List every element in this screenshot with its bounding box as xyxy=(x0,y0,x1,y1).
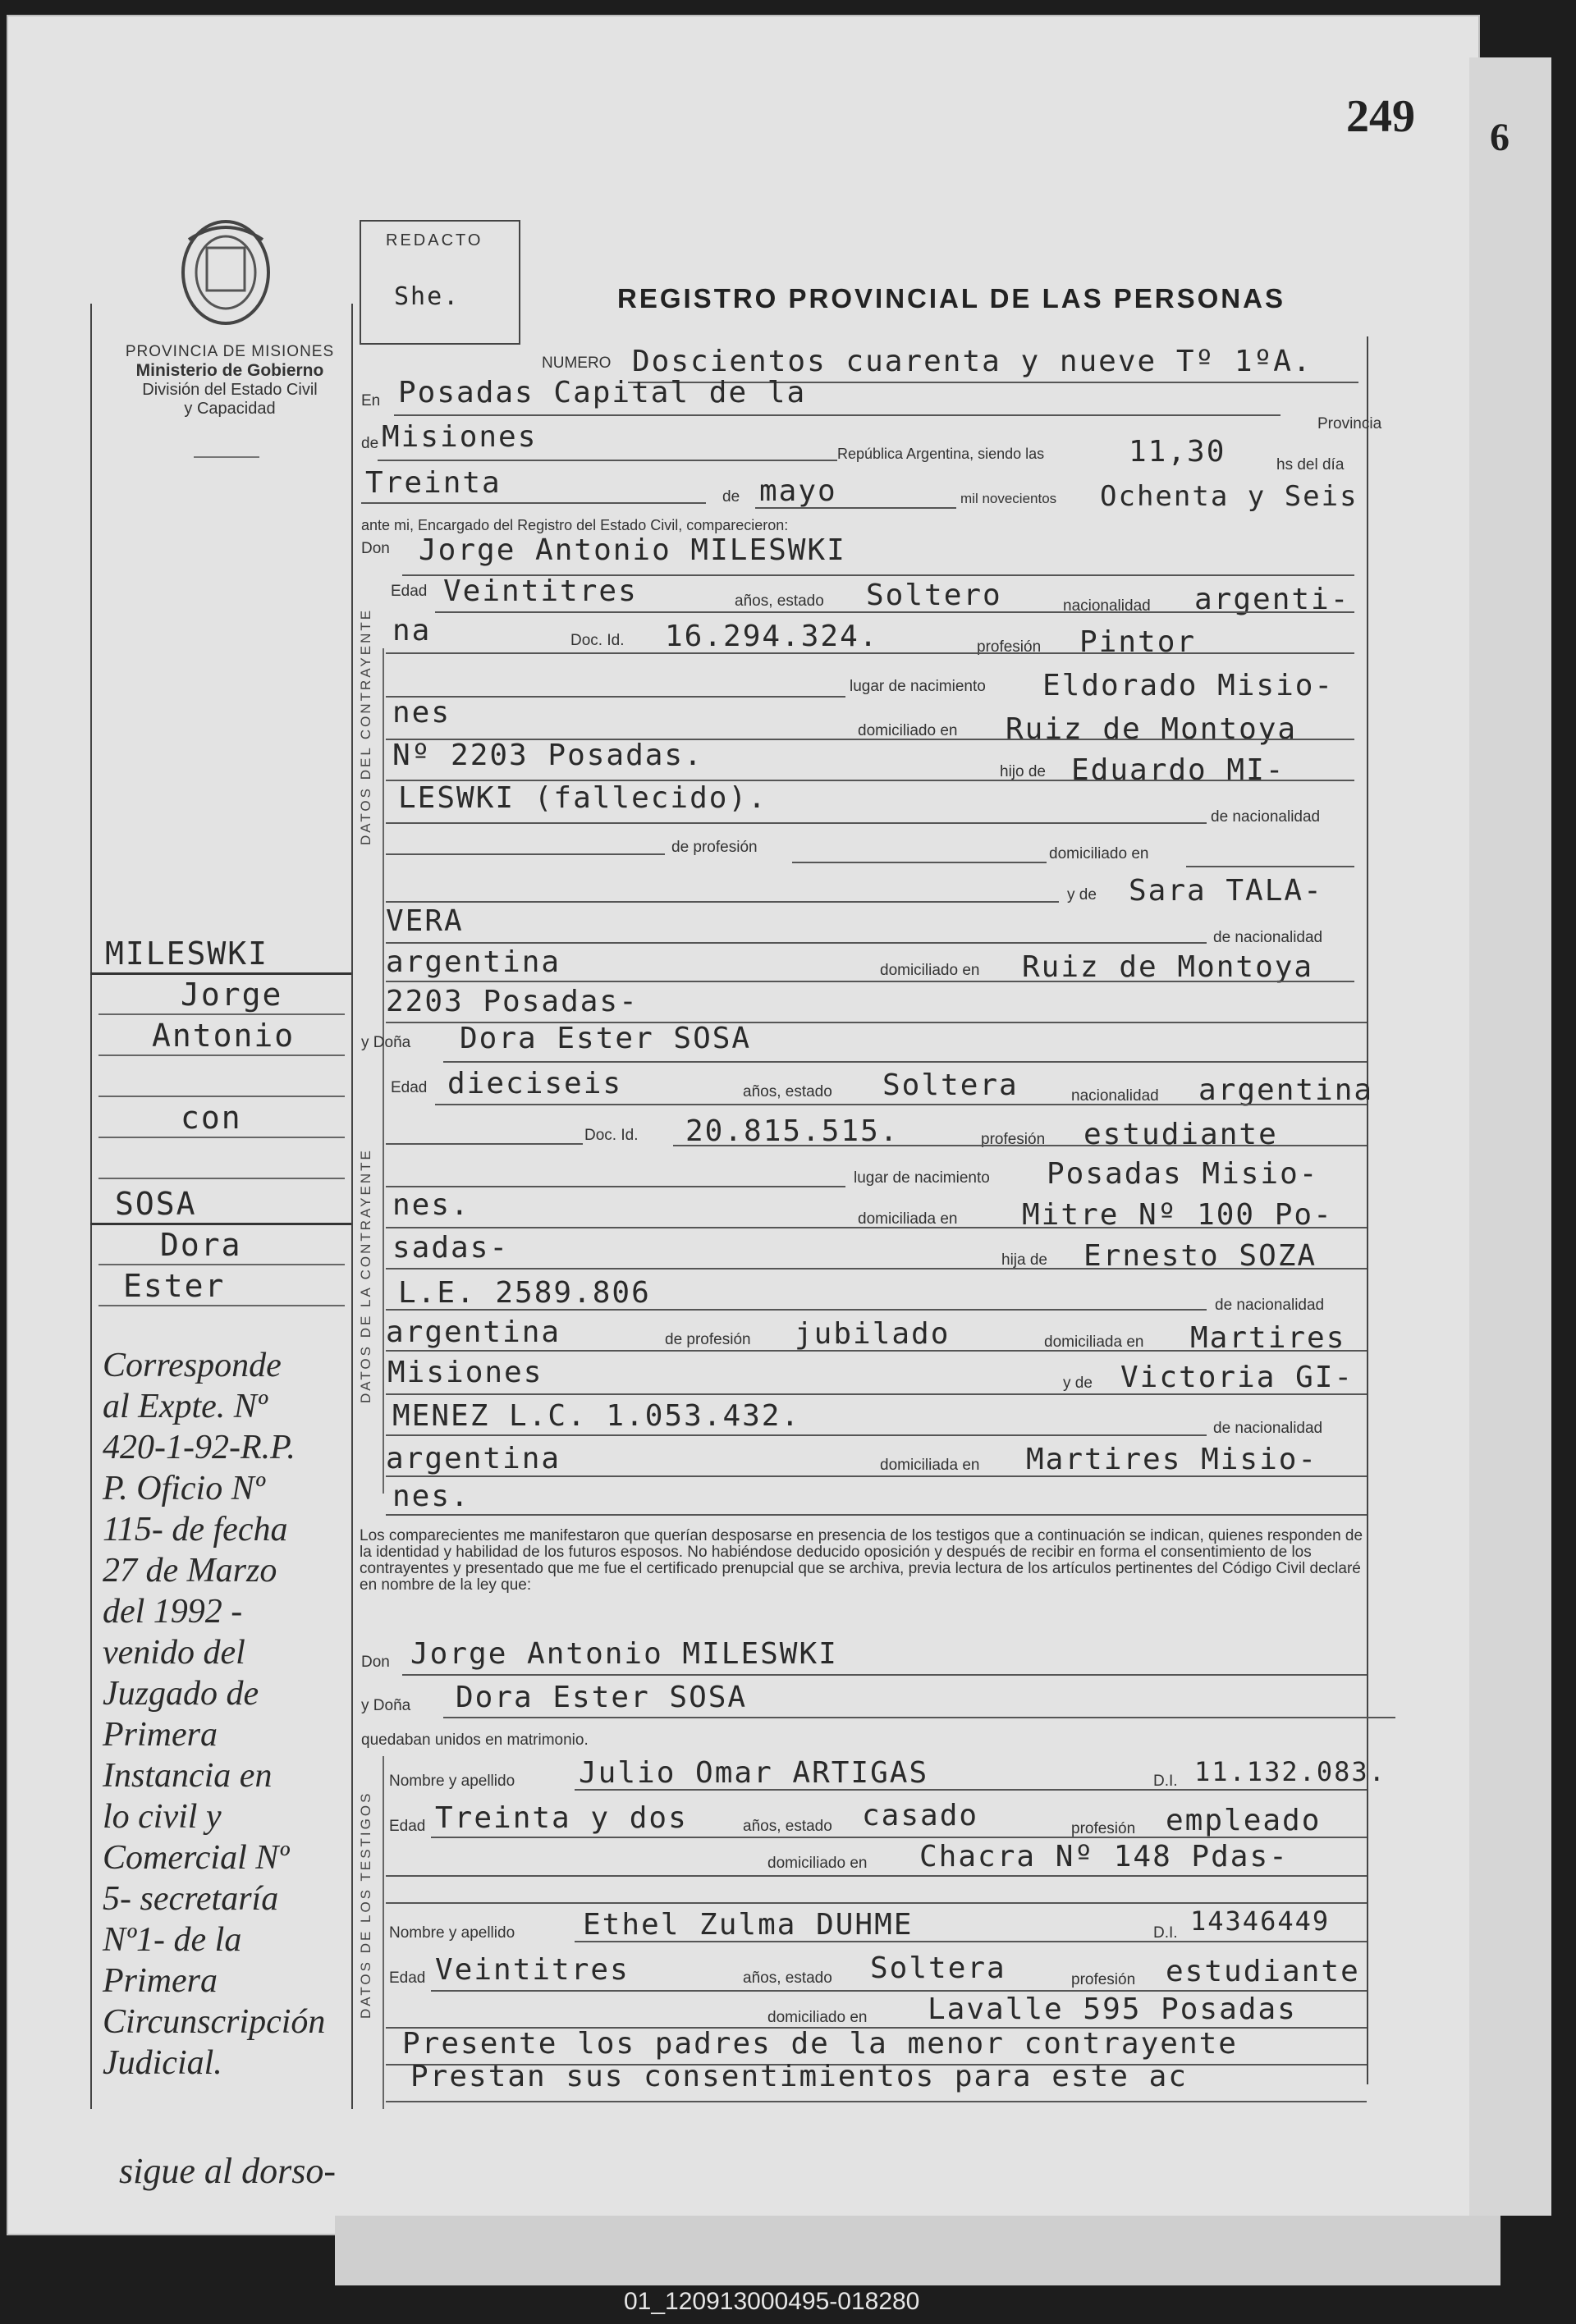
field-line xyxy=(443,1717,1395,1718)
margin-surname-groom: MILESWKI xyxy=(105,936,269,972)
next-page-number: 6 xyxy=(1490,116,1510,159)
label-edad: Edad xyxy=(389,1969,426,1987)
field-line xyxy=(386,1350,1367,1352)
label-domiciliada: domiciliada en xyxy=(1044,1334,1144,1351)
margin-line xyxy=(98,1054,345,1056)
margin-note-line: al Expte. Nº xyxy=(103,1388,268,1425)
field-line xyxy=(361,502,706,504)
field-line xyxy=(386,901,1059,903)
label-hijo-de: hijo de xyxy=(1000,763,1046,780)
label-don: Don xyxy=(361,540,390,557)
label-ante-mi: ante mi, Encargado del Registro del Estado Civil, comparecieron: xyxy=(361,517,789,533)
field-dia: Treinta xyxy=(365,466,502,500)
field-line xyxy=(443,1061,1367,1063)
label-quedaban: quedaban unidos en matrimonio. xyxy=(361,1732,589,1749)
label-edad: Edad xyxy=(391,1079,428,1096)
field-line xyxy=(386,1393,1367,1395)
margin-note-line: Circunscripción xyxy=(103,2003,326,2041)
label-de: de xyxy=(361,435,379,452)
label-y-de: y de xyxy=(1067,886,1097,904)
field-madre-dom: Martires Misio- xyxy=(1026,1443,1318,1476)
field-contrayente-nombre: Jorge Antonio MILESWKI xyxy=(419,533,846,567)
field-testigo1-edad: Treinta y dos xyxy=(435,1801,688,1835)
field-line xyxy=(386,696,845,698)
label-de-nacionalidad: de nacionalidad xyxy=(1213,929,1323,946)
margin-rule xyxy=(351,304,353,2109)
field-domicilio: Mitre Nº 100 Po- xyxy=(1022,1198,1333,1232)
field-padre: Ernesto SOZA xyxy=(1084,1239,1317,1273)
field-madre: Sara TALA- xyxy=(1129,874,1323,908)
margin-surname-bride: SOSA xyxy=(115,1186,197,1222)
field-nota-2: Prestan sus consentimientos para este ac xyxy=(410,2060,1188,2093)
label-nombre-apellido: Nombre y apellido xyxy=(389,1773,515,1790)
field-madre-nac: argentina xyxy=(386,945,561,979)
field-line xyxy=(386,1434,1207,1436)
field-nacionalidad: argenti- xyxy=(1194,583,1350,616)
underlying-page-edge xyxy=(1469,57,1551,2216)
label-y-dona: y Doña xyxy=(361,1697,411,1714)
margin-con: con xyxy=(181,1100,242,1136)
field-nota-1: Presente los padres de la menor contrayente xyxy=(402,2027,1238,2061)
field-madre: Victoria GI- xyxy=(1120,1361,1354,1394)
field-testigo2-estado: Soltera xyxy=(870,1951,1006,1985)
side-label-contrayenta: DATOS DE LA CONTRAYENTE xyxy=(358,1148,373,1403)
label-profesion: profesión xyxy=(1071,1820,1136,1837)
folio-number: 249 xyxy=(1346,91,1415,142)
field-edad: dieciseis xyxy=(447,1067,623,1100)
label-domiciliado: domiciliado en xyxy=(767,2009,868,2026)
field-profesion: Pintor xyxy=(1079,625,1197,659)
label-de: de xyxy=(722,488,740,506)
field-madre-nac: argentina xyxy=(386,1442,561,1475)
field-estado: Soltera xyxy=(882,1068,1019,1102)
field-line xyxy=(386,1475,1367,1477)
field-testigo2-di: 14346449 xyxy=(1190,1905,1331,1937)
field-lugar-nac-cont: nes. xyxy=(392,1188,470,1222)
field-domicilio: Ruiz de Montoya xyxy=(1006,712,1298,746)
field-hora: 11,30 xyxy=(1129,435,1226,469)
label-republica: República Argentina, siendo las xyxy=(837,446,1045,462)
label-nombre-apellido: Nombre y apellido xyxy=(389,1924,515,1942)
section-rule xyxy=(383,648,384,1494)
field-line xyxy=(386,942,1207,944)
margin-note-line: Primera xyxy=(103,1716,218,1754)
label-domiciliada: domiciliada en xyxy=(858,1210,958,1228)
field-doc: 20.815.515. xyxy=(685,1114,900,1148)
field-estado: Soltero xyxy=(866,579,1002,612)
field-padre-nac: argentina xyxy=(386,1315,561,1349)
label-hija-de: hija de xyxy=(1001,1251,1047,1269)
coat-of-arms-icon xyxy=(172,215,279,330)
divider xyxy=(194,456,259,458)
field-madre-dom-cont: 2203 Posadas- xyxy=(386,985,639,1018)
field-testigo2-nombre: Ethel Zulma DUHME xyxy=(583,1908,914,1942)
margin-note-line: 115- de fecha xyxy=(103,1511,288,1549)
label-de-nacionalidad: de nacionalidad xyxy=(1215,1297,1325,1314)
label-y-dona: y Doña xyxy=(361,1034,411,1051)
margin-note-line: Instancia en xyxy=(103,1757,273,1795)
field-line xyxy=(386,1268,1367,1270)
margin-note-line: venido del xyxy=(103,1634,245,1672)
field-line xyxy=(386,1514,1367,1516)
field-line xyxy=(386,652,1354,654)
field-testigo2-edad: Veintitres xyxy=(435,1953,630,1987)
margin-note xyxy=(103,1346,349,2084)
field-line xyxy=(435,611,1354,613)
label-doc-id: Doc. Id. xyxy=(584,1127,639,1144)
office-line: Ministerio de Gobierno xyxy=(135,361,324,380)
margin-divider xyxy=(90,1223,351,1225)
field-line xyxy=(673,1145,1367,1146)
label-anos-estado: años, estado xyxy=(743,1818,832,1835)
margin-line xyxy=(98,1178,345,1179)
side-label-testigos: DATOS DE LOS TESTIGOS xyxy=(358,1791,373,2019)
continues-overleaf-note: sigue al dorso- xyxy=(119,2151,336,2191)
field-line xyxy=(386,2101,1367,2102)
field-line xyxy=(386,1143,583,1145)
field-line xyxy=(402,1674,1367,1676)
field-domicilio-cont: Nº 2203 Posadas. xyxy=(392,739,703,772)
field-union-dona: Dora Ester SOSA xyxy=(456,1681,748,1714)
field-lugar: Posadas Capital de la xyxy=(398,376,807,409)
field-nacionalidad-cont: na xyxy=(392,614,432,647)
field-madre-cont: VERA xyxy=(386,904,464,938)
margin-name-groom: Jorge xyxy=(181,977,283,1013)
field-domicilio-cont: sadas- xyxy=(392,1231,510,1265)
label-lugar-nac: lugar de nacimiento xyxy=(854,1169,990,1187)
field-madre-cont: MENEZ L.C. 1.053.432. xyxy=(392,1399,801,1433)
field-padre-doc: L.E. 2589.806 xyxy=(398,1276,651,1310)
margin-note-line: 5- secretaría xyxy=(103,1880,279,1918)
stamp-label: REDACTO xyxy=(386,231,483,249)
field-testigo2-domicilio: Lavalle 595 Posadas xyxy=(928,1992,1297,2026)
label-di: D.I. xyxy=(1153,1924,1178,1942)
field-union-don: Jorge Antonio MILESWKI xyxy=(410,1637,838,1671)
label-doc-id: Doc. Id. xyxy=(570,632,625,649)
field-padre-dom-cont: Misiones xyxy=(387,1356,543,1389)
office-line: PROVINCIA DE MISIONES xyxy=(125,343,335,360)
office-line: y Capacidad xyxy=(184,400,276,418)
bottom-page-edge xyxy=(335,2216,1500,2285)
label-domiciliado: domiciliado en xyxy=(767,1855,868,1872)
field-line xyxy=(792,862,1047,863)
field-line xyxy=(378,460,837,461)
field-profesion: estudiante xyxy=(1084,1118,1278,1151)
label-domiciliado: domiciliado en xyxy=(1049,845,1149,862)
margin-line xyxy=(98,1305,345,1306)
field-testigo1-estado: casado xyxy=(862,1799,979,1832)
field-numero: Doscientos cuarenta y nueve Tº 1ºA. xyxy=(632,345,1313,378)
label-profesion: profesión xyxy=(1071,1971,1136,1988)
field-testigo2-profesion: estudiante xyxy=(1166,1955,1360,1988)
margin-line xyxy=(98,1096,345,1097)
field-lugar-nac-cont: nes xyxy=(392,696,451,730)
field-testigo1-nombre: Julio Omar ARTIGAS xyxy=(579,1756,929,1790)
field-line xyxy=(755,507,956,509)
label-hs-del-dia: hs del día xyxy=(1276,456,1345,473)
field-madre-dom: Ruiz de Montoya xyxy=(1022,950,1314,984)
page-title: REGISTRO PROVINCIAL DE LAS PERSONAS xyxy=(617,283,1285,313)
field-line xyxy=(386,981,1354,982)
label-en: En xyxy=(361,392,381,409)
label-domiciliada: domiciliada en xyxy=(880,1457,980,1474)
label-domiciliado: domiciliado en xyxy=(880,962,980,979)
label-de-nacionalidad: de nacionalidad xyxy=(1211,808,1321,826)
field-line xyxy=(575,1789,1367,1791)
office-line: División del Estado Civil xyxy=(142,381,318,399)
field-lugar-nac: Eldorado Misio- xyxy=(1042,669,1335,702)
margin-note-line: Judicial. xyxy=(103,2044,222,2082)
margin-note-line: Comercial Nº xyxy=(103,1839,290,1877)
label-de-nacionalidad: de nacionalidad xyxy=(1213,1420,1323,1437)
label-de-profesion: de profesión xyxy=(671,839,758,856)
form-right-rule xyxy=(1367,336,1368,2084)
label-don: Don xyxy=(361,1654,390,1671)
field-line xyxy=(386,1902,1367,1904)
margin-line xyxy=(98,1264,345,1265)
field-line xyxy=(386,853,665,855)
field-line xyxy=(386,1186,845,1187)
side-label-contrayente: DATOS DEL CONTRAYENTE xyxy=(358,607,373,845)
label-lugar-nac: lugar de nacimiento xyxy=(850,678,986,695)
label-domiciliado: domiciliado en xyxy=(858,722,958,739)
label-anos-estado: años, estado xyxy=(743,1083,832,1100)
margin-note-line: Corresponde xyxy=(103,1347,282,1384)
field-line xyxy=(386,822,1207,824)
field-testigo1-profesion: empleado xyxy=(1166,1804,1322,1837)
label-provincia: Provincia xyxy=(1317,415,1382,432)
margin-note-line: Juzgado de xyxy=(103,1675,259,1713)
field-padre-prof: jubilado xyxy=(795,1317,951,1351)
field-madre-dom-cont: nes. xyxy=(392,1480,470,1513)
margin-name-bride: Ester xyxy=(123,1268,226,1304)
label-nacionalidad: nacionalidad xyxy=(1063,597,1151,615)
field-provincia: Misiones xyxy=(382,420,538,454)
field-padre-dom: Martires xyxy=(1190,1321,1346,1355)
field-anio: Ochenta y Seis xyxy=(1100,480,1358,513)
label-anos-estado: años, estado xyxy=(743,1969,832,1987)
section-rule xyxy=(383,1756,384,2109)
field-nacionalidad: argentina xyxy=(1198,1073,1374,1107)
field-line xyxy=(435,1104,1367,1105)
field-testigo1-di: 11.132.083. xyxy=(1194,1756,1386,1787)
field-padre-cont: LESWKI (fallecido). xyxy=(398,781,767,815)
field-contrayenta-nombre: Dora Ester SOSA xyxy=(460,1022,752,1055)
label-profesion: profesión xyxy=(977,638,1042,656)
margin-line xyxy=(98,1013,345,1015)
margin-divider xyxy=(90,972,351,975)
stamp-initials: She. xyxy=(394,282,460,311)
field-line xyxy=(1186,866,1354,867)
field-line xyxy=(431,1990,1367,1992)
field-line xyxy=(431,1837,1367,1838)
label-di: D.I. xyxy=(1153,1773,1178,1790)
margin-note-line: del 1992 - xyxy=(103,1593,243,1631)
margin-name-bride: Dora xyxy=(160,1227,242,1263)
margin-note-line: Primera xyxy=(103,1962,218,2000)
margin-note-line: 27 de Marzo xyxy=(103,1552,277,1590)
label-y-de: y de xyxy=(1063,1375,1093,1392)
field-mes: mayo xyxy=(759,474,837,508)
field-line xyxy=(386,1875,1367,1877)
image-id-label: 01_120913000495-018280 xyxy=(624,2288,920,2315)
redacto-stamp xyxy=(360,220,520,345)
margin-note-line: P. Oficio Nº xyxy=(103,1470,265,1507)
margin-note-line: lo civil y xyxy=(103,1798,222,1836)
margin-rule xyxy=(90,304,92,2109)
label-numero: NUMERO xyxy=(542,355,612,372)
margin-name-groom: Antonio xyxy=(152,1018,296,1054)
label-anos-estado: años, estado xyxy=(735,592,824,610)
label-mil-novecientos: mil novecientos xyxy=(960,491,1057,506)
margin-note-line: Nº1- de la xyxy=(103,1921,242,1959)
margin-line xyxy=(98,1137,345,1138)
field-line xyxy=(386,1227,1367,1228)
field-testigo1-domicilio: Chacra Nº 148 Pdas- xyxy=(919,1840,1289,1873)
field-line xyxy=(394,414,1280,416)
office-block xyxy=(107,343,353,419)
field-lugar-nac: Posadas Misio- xyxy=(1047,1157,1319,1191)
label-nacionalidad: nacionalidad xyxy=(1071,1087,1159,1105)
field-edad: Veintitres xyxy=(443,574,638,608)
margin-note-line: 420-1-92-R.P. xyxy=(103,1429,296,1466)
field-line xyxy=(386,1309,1207,1311)
label-edad: Edad xyxy=(389,1818,426,1835)
field-line xyxy=(575,1941,1367,1942)
label-edad: Edad xyxy=(391,583,428,600)
label-profesion: profesión xyxy=(981,1131,1046,1148)
label-de-profesion: de profesión xyxy=(665,1331,751,1348)
field-padre: Eduardo MI- xyxy=(1071,753,1285,787)
declaration-paragraph: Los comparecientes me manifestaron que querían desposarse en presencia de los testigos que a continuación se indican, quienes responden de la identidad y habilidad de los futuros esposos. No habiéndose deducido oposición y después de recibir en forma el consentimiento de los contrayentes y presentado que me fue el certificado prenupcial que se archiva, previa lectura de los artículos pertinentes del Código Civil declaré en nombre de la ley que: xyxy=(360,1527,1363,1594)
field-doc: 16.294.324. xyxy=(665,620,879,653)
